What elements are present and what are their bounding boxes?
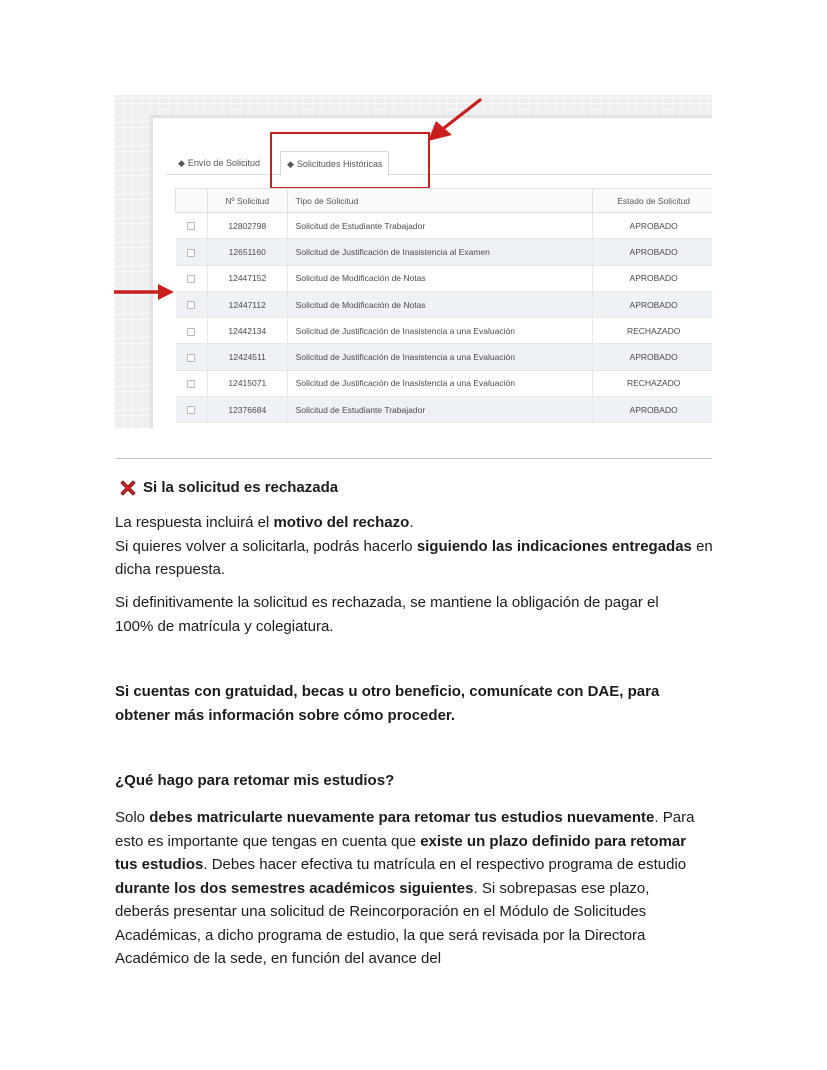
text-run: La respuesta incluirá el	[115, 514, 274, 531]
solicitud-tipo: Solicitud de Estudiante Trabajador	[287, 213, 593, 239]
solicitud-number: 12802798	[207, 213, 287, 239]
bold-run: motivo del rechazo	[273, 514, 410, 531]
text-run: . Para esto es importante que tengas en cuenta que	[115, 809, 695, 850]
arrow-to-row-icon	[114, 284, 174, 300]
cross-mark-icon	[118, 478, 138, 498]
solicitud-tipo: Solicitud de Justificación de Inasistencia al Examen	[287, 239, 593, 265]
solicitud-estado: APROBADO	[593, 344, 712, 370]
rechazada-paragraph-1	[115, 511, 715, 582]
solicitud-number: 12415071	[207, 370, 287, 396]
text-run: en dicha respuesta.	[115, 537, 713, 578]
solicitud-estado: RECHAZADO	[593, 318, 712, 344]
solicitud-estado: APROBADO	[593, 213, 712, 239]
tag-icon: ◆	[287, 159, 294, 169]
text-run: . Si sobrepasas ese plazo, deberás presentar una solicitud de Reincorporación en el Módulo de Solicitudes Académicas, a dicho programa de estudio, la que será revisada por la Directora Académico de la sede, en función del avance del	[115, 879, 650, 967]
text-run: .	[409, 514, 414, 531]
annotation-arrows	[114, 95, 712, 428]
rechazada-paragraph-2: Si definitivamente la solicitud es rechazada, se mantiene la obligación de pagar el 100% de matrícula y colegiatura.	[115, 594, 659, 635]
solicitud-tipo: Solicitud de Justificación de Inasistencia a una Evaluación	[287, 344, 593, 370]
solicitud-estado: RECHAZADO	[593, 370, 712, 396]
solicitudes-screenshot	[114, 95, 712, 428]
bold-run: durante los dos semestres académicos siguientes	[115, 879, 474, 897]
text-run: . Debes hacer efectiva tu matrícula en el respectivo programa de estudio	[203, 856, 687, 873]
column-header-numero: Nº Solicitud	[207, 189, 287, 213]
tab-label: Solicitudes Históricas	[296, 159, 383, 169]
tab-label: Envío de Solicitud	[187, 158, 260, 168]
bold-run: debes matricularte nuevamente para retomar tus estudios nuevamente	[149, 809, 655, 826]
bold-run: siguiendo las indicaciones entregadas	[416, 537, 692, 555]
solicitud-tipo: Solicitud de Modificación de Notas	[287, 265, 593, 291]
rechazada-heading-row	[115, 476, 715, 500]
bold-run: existe un plazo definido para retomar tus estudios	[115, 832, 687, 873]
solicitud-number: 12442134	[207, 318, 287, 344]
retomar-heading: ¿Qué hago para retomar mis estudios?	[115, 772, 395, 789]
arrow-to-tab-icon	[428, 100, 480, 141]
solicitud-tipo: Solicitud de Justificación de Inasistencia a una Evaluación	[287, 318, 593, 344]
solicitud-estado: APROBADO	[593, 397, 712, 423]
solicitud-estado: APROBADO	[593, 239, 712, 265]
solicitud-number: 12651160	[207, 239, 287, 265]
text-run: Solo	[115, 809, 150, 826]
beneficio-paragraph: Si cuentas con gratuidad, becas u otro beneficio, comunícate con DAE, para obtener más información sobre cómo proceder.	[115, 683, 660, 724]
retomar-paragraph	[115, 806, 700, 971]
solicitud-tipo: Solicitud de Modificación de Notas	[287, 291, 593, 317]
solicitud-number: 12447152	[207, 265, 287, 291]
text-run: Si quieres volver a solicitarla, podrás hacerlo	[115, 537, 417, 555]
solicitud-number: 12424511	[207, 344, 287, 370]
solicitud-number: 12447112	[207, 291, 287, 317]
section-divider	[115, 458, 712, 459]
solicitud-estado: APROBADO	[593, 291, 712, 317]
tag-icon: ◆	[178, 158, 185, 168]
rechazada-heading: Si la solicitud es rechazada	[143, 479, 339, 496]
column-header-tipo: Tipo de Solicitud	[287, 189, 593, 213]
column-header-estado: Estado de Solicitud	[593, 189, 712, 213]
solicitud-number: 12376684	[207, 397, 287, 423]
solicitud-estado: APROBADO	[593, 265, 712, 291]
solicitud-tipo: Solicitud de Justificación de Inasistencia a una Evaluación	[287, 370, 593, 396]
solicitud-tipo: Solicitud de Estudiante Trabajador	[287, 397, 593, 423]
